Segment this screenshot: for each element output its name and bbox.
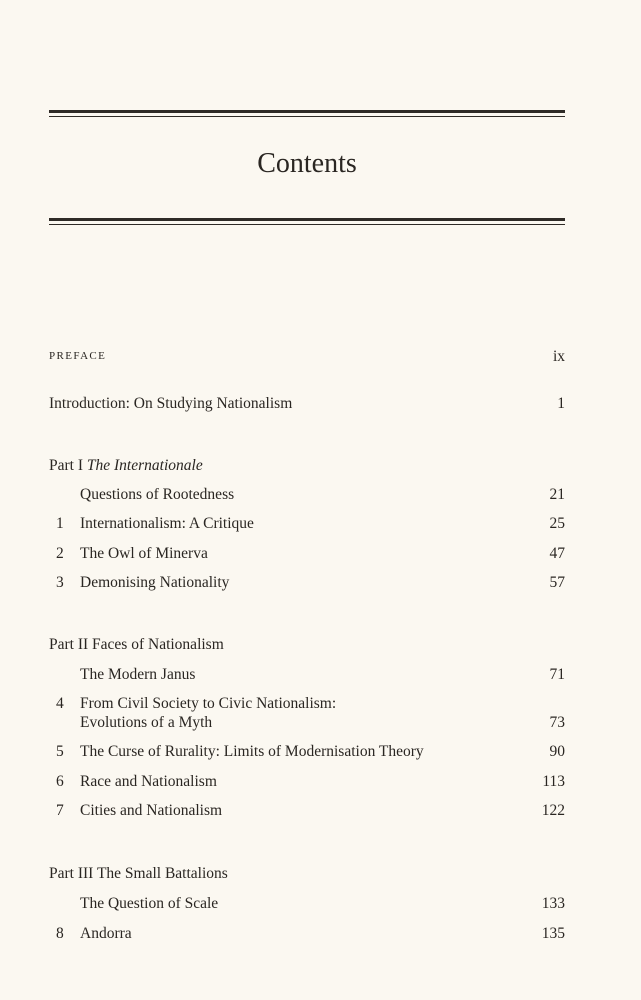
top-rule-thick [49, 110, 565, 113]
toc-entry-page: 25 [549, 515, 565, 532]
toc-entry-page: 57 [549, 574, 565, 591]
chapter-number: 3 [56, 574, 64, 591]
toc-entry-page: 21 [549, 486, 565, 503]
toc-entry-label: Cities and Nationalism [80, 802, 223, 819]
part-heading [49, 864, 228, 883]
part-label: Part II [49, 636, 89, 653]
chapter-number: 7 [56, 802, 64, 819]
part-title: Faces of Nationalism [92, 636, 224, 653]
chapter-number: 5 [56, 743, 64, 760]
part-label: Part III [49, 865, 94, 882]
part-title: The Small Battalions [96, 865, 228, 882]
toc-entry-label: Internationalism: A Critique [80, 515, 254, 532]
bottom-rule-thick [49, 218, 565, 221]
toc-entry-label-continued: Evolutions of a Myth [80, 714, 213, 731]
toc-entry-label: Questions of Rootedness [80, 486, 235, 503]
toc-entry-page: 47 [549, 545, 565, 562]
part-label: Part I [49, 457, 84, 474]
page-title: Contents [257, 148, 357, 179]
bottom-rule-thin [49, 224, 565, 225]
part-title: The Internationale [86, 457, 203, 474]
toc-entry-page: 113 [542, 773, 565, 790]
toc-entry-label: The Question of Scale [80, 895, 219, 912]
chapter-number: 6 [56, 773, 64, 790]
toc-entry-page: 73 [549, 714, 565, 731]
toc-entry-label: The Modern Janus [80, 666, 196, 683]
toc-entry-page: 135 [541, 925, 565, 942]
chapter-number: 1 [56, 515, 64, 532]
part-heading [49, 635, 224, 654]
toc-entry-label: Andorra [80, 925, 132, 942]
chapter-number: 2 [56, 545, 64, 562]
toc-entry-label: PREFACE [49, 350, 107, 362]
toc-entry-label: From Civil Society to Civic Nationalism: [80, 695, 337, 712]
chapter-number: 8 [56, 925, 64, 942]
toc-entry-page: 122 [541, 802, 565, 819]
toc-entry-page: ix [552, 348, 565, 365]
top-rule-thin [49, 116, 565, 117]
toc-entry-page: 90 [549, 743, 565, 760]
toc-entry-label: Race and Nationalism [80, 773, 217, 790]
toc-entry-label: Demonising Nationality [80, 574, 230, 591]
toc-entry-page: 71 [549, 666, 565, 683]
toc-entry-label: The Curse of Rurality: Limits of Modernisation Theory [80, 743, 424, 760]
toc-entry-page: 1 [557, 395, 565, 412]
toc-entry-label: Introduction: On Studying Nationalism [49, 395, 293, 412]
part-heading [49, 456, 203, 475]
toc-entry-page: 133 [541, 895, 565, 912]
chapter-number: 4 [56, 695, 64, 712]
toc-entry-label: The Owl of Minerva [80, 545, 208, 562]
